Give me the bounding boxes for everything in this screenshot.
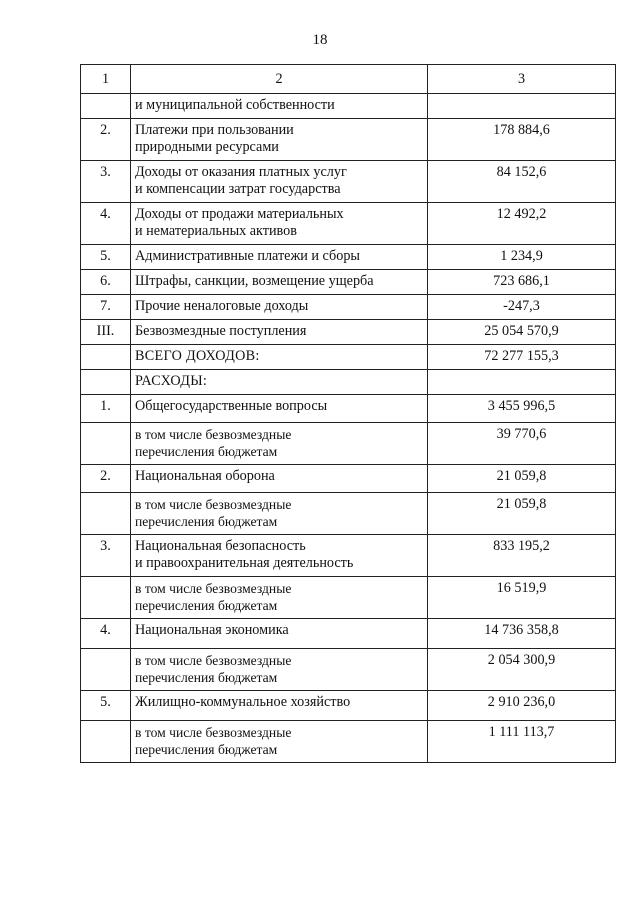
row-name: и муниципальной собственности (131, 94, 428, 119)
row-name: в том числе безвозмездные перечисления бюджетам (131, 577, 428, 619)
row-number (81, 577, 131, 619)
row-number (81, 370, 131, 395)
row-value: 833 195,2 (428, 535, 616, 577)
row-value: 3 455 996,5 (428, 395, 616, 423)
row-number (81, 493, 131, 535)
table-row (81, 161, 616, 203)
table-header-row (81, 65, 616, 94)
row-value: 1 234,9 (428, 245, 616, 270)
row-value: 2 910 236,0 (428, 691, 616, 721)
row-value: 1 111 113,7 (428, 721, 616, 763)
page-number: 18 (312, 32, 328, 48)
table-row (81, 535, 616, 577)
row-number (81, 721, 131, 763)
row-value: 84 152,6 (428, 161, 616, 203)
table-row (81, 203, 616, 245)
row-value: 14 736 358,8 (428, 619, 616, 649)
row-name: Платежи при пользовании природными ресурсами (131, 119, 428, 161)
row-number: 6. (81, 270, 131, 295)
row-name: Национальная оборона (131, 465, 428, 493)
table-row (81, 423, 616, 465)
row-number (81, 649, 131, 691)
table-row (81, 370, 616, 395)
table-row (81, 345, 616, 370)
row-name: в том числе безвозмездные перечисления бюджетам (131, 423, 428, 465)
row-value (428, 94, 616, 119)
row-number: 2. (81, 119, 131, 161)
row-name: Доходы от продажи материальных и нематериальных активов (131, 203, 428, 245)
row-number: 3. (81, 161, 131, 203)
row-value: 72 277 155,3 (428, 345, 616, 370)
row-value: 178 884,6 (428, 119, 616, 161)
row-name: Штрафы, санкции, возмещение ущерба (131, 270, 428, 295)
row-number (81, 423, 131, 465)
row-name: Национальная безопасность и правоохранительная деятельность (131, 535, 428, 577)
column-header-number: 1 (81, 65, 131, 94)
row-value: 16 519,9 (428, 577, 616, 619)
row-name: Общегосударственные вопросы (131, 395, 428, 423)
row-name: в том числе безвозмездные перечисления бюджетам (131, 493, 428, 535)
table-row (81, 119, 616, 161)
row-name: ВСЕГО ДОХОДОВ: (131, 345, 428, 370)
table-row (81, 465, 616, 493)
row-value: 723 686,1 (428, 270, 616, 295)
table-row (81, 691, 616, 721)
row-value: 21 059,8 (428, 465, 616, 493)
table-row (81, 649, 616, 691)
row-name: Административные платежи и сборы (131, 245, 428, 270)
row-name: Доходы от оказания платных услуг и компенсации затрат государства (131, 161, 428, 203)
row-number (81, 94, 131, 119)
row-number: 5. (81, 245, 131, 270)
row-name: РАСХОДЫ: (131, 370, 428, 395)
table-row (81, 577, 616, 619)
table-row (81, 395, 616, 423)
row-name: Прочие неналоговые доходы (131, 295, 428, 320)
row-number: III. (81, 320, 131, 345)
table-row (81, 721, 616, 763)
row-number: 1. (81, 395, 131, 423)
row-number: 4. (81, 619, 131, 649)
row-number: 7. (81, 295, 131, 320)
row-value: -247,3 (428, 295, 616, 320)
row-name: Безвозмездные поступления (131, 320, 428, 345)
column-header-name: 2 (131, 65, 428, 94)
row-value: 12 492,2 (428, 203, 616, 245)
row-name: Национальная экономика (131, 619, 428, 649)
row-number: 2. (81, 465, 131, 493)
table-row (81, 320, 616, 345)
row-value: 39 770,6 (428, 423, 616, 465)
table-row (81, 295, 616, 320)
table-row (81, 245, 616, 270)
table-row (81, 94, 616, 119)
row-value: 2 054 300,9 (428, 649, 616, 691)
row-number (81, 345, 131, 370)
budget-table (80, 64, 616, 763)
row-value (428, 370, 616, 395)
row-name: Жилищно-коммунальное хозяйство (131, 691, 428, 721)
row-value: 25 054 570,9 (428, 320, 616, 345)
table-row (81, 493, 616, 535)
row-name: в том числе безвозмездные перечисления бюджетам (131, 649, 428, 691)
row-number: 3. (81, 535, 131, 577)
table-row (81, 619, 616, 649)
row-name: в том числе безвозмездные перечисления бюджетам (131, 721, 428, 763)
table-row (81, 270, 616, 295)
row-value: 21 059,8 (428, 493, 616, 535)
row-number: 5. (81, 691, 131, 721)
row-number: 4. (81, 203, 131, 245)
column-header-value: 3 (428, 65, 616, 94)
